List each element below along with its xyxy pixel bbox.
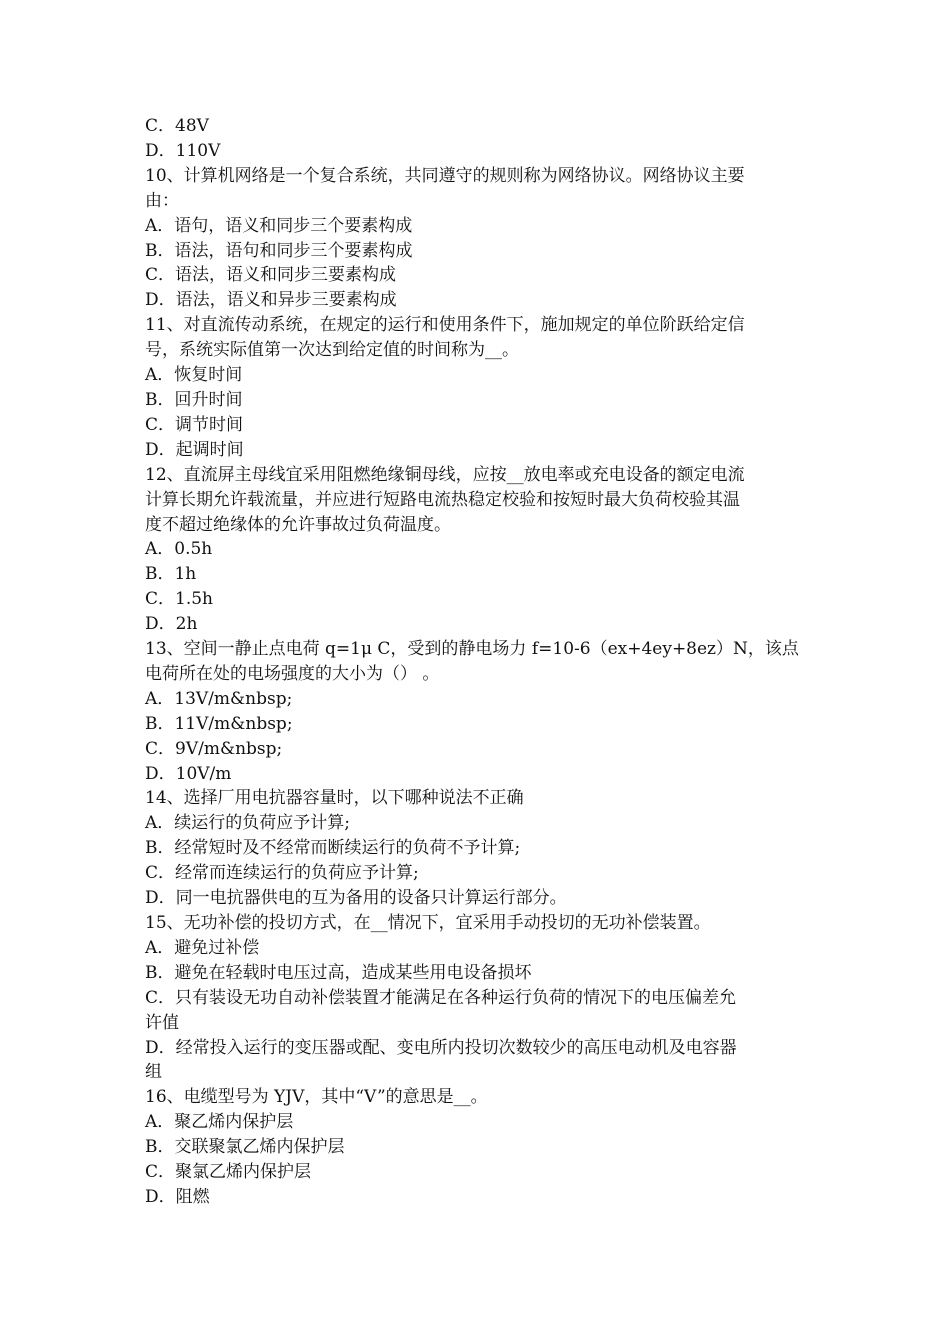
- document-page: [145, 114, 810, 1210]
- option-b: B．交联聚氯乙烯内保护层: [145, 1137, 345, 1158]
- option-b: B．语法，语句和同步三个要素构成: [145, 240, 413, 261]
- option-c: C．9V/m&nbsp;: [145, 738, 283, 759]
- question-12: 12、直流屏主母线宜采用阻燃绝缘铜母线，应按__放电率或充电设备的额定电流: [145, 464, 745, 485]
- text-line: 组: [145, 1062, 162, 1083]
- question-13: 13、空间一静止点电荷 q=1μ C，受到的静电场力 f=10-6（ex+4ey+8ez）N，该点: [145, 639, 799, 660]
- option-c: C．经常而连续运行的负荷应予计算;: [145, 863, 419, 884]
- option-a: A．聚乙烯内保护层: [145, 1112, 294, 1133]
- option-a: A．0.5h: [145, 539, 213, 560]
- option-a: A．避免过补偿: [145, 937, 260, 958]
- option-c: C．只有装设无功自动补偿装置才能满足在各种运行负荷的情况下的电压偏差允: [145, 987, 737, 1008]
- text-line: C．48V: [145, 116, 209, 136]
- option-d: D．语法，语义和异步三要素构成: [145, 290, 397, 311]
- option-d: D．2h: [145, 614, 198, 635]
- text-line: 由：: [145, 190, 179, 211]
- option-b: B．1h: [145, 564, 197, 585]
- option-b: B．11V/m&nbsp;: [145, 713, 293, 734]
- option-c: C．语法，语义和同步三要素构成: [145, 265, 397, 286]
- option-b: B．经常短时及不经常而断续运行的负荷不予计算;: [145, 838, 521, 859]
- text-line: 电荷所在处的电场强度的大小为（） 。: [145, 663, 440, 684]
- question-14: 14、选择厂用电抗器容量时，以下哪种说法不正确: [145, 788, 524, 809]
- option-c: C．1.5h: [145, 589, 213, 610]
- question-16: 16、电缆型号为 YJV，其中“V”的意思是__。: [145, 1087, 488, 1108]
- question-11: 11、对直流传动系统，在规定的运行和使用条件下，施加规定的单位阶跃给定信: [145, 315, 745, 336]
- question-10: 10、计算机网络是一个复合系统，共同遵守的规则称为网络协议。网络协议主要: [145, 165, 745, 186]
- text-line: 度不超过绝缘体的允许事故过负荷温度。: [145, 514, 451, 535]
- option-c: C．聚氯乙烯内保护层: [145, 1162, 312, 1183]
- text-line: 计算长期允许载流量，并应进行短路电流热稳定校验和按短时最大负荷校验其温: [145, 489, 740, 510]
- option-a: A．语句，语义和同步三个要素构成: [145, 215, 413, 236]
- text-line: 许值: [145, 1012, 179, 1033]
- option-d: D．阻燃: [145, 1186, 210, 1207]
- option-d: D．起调时间: [145, 439, 244, 460]
- option-d: D．10V/m: [145, 763, 232, 784]
- option-d: D．同一电抗器供电的互为备用的设备只计算运行部分。: [145, 888, 567, 909]
- option-a: A．13V/m&nbsp;: [145, 688, 293, 709]
- text-line: D．110V: [145, 140, 221, 161]
- option-b: B．回升时间: [145, 389, 243, 410]
- option-a: A．续运行的负荷应予计算;: [145, 813, 351, 834]
- question-15: 15、无功补偿的投切方式，在__情况下，宜采用手动投切的无功补偿装置。: [145, 913, 711, 933]
- option-d: D．经常投入运行的变压器或配、变电所内投切次数较少的高压电动机及电容器: [145, 1037, 737, 1058]
- option-b: B．避免在轻载时电压过高，造成某些用电设备损坏: [145, 962, 532, 983]
- text-line: 号，系统实际值第一次达到给定值的时间称为__。: [145, 340, 519, 361]
- option-a: A．恢复时间: [145, 365, 243, 386]
- option-c: C．调节时间: [145, 414, 244, 435]
